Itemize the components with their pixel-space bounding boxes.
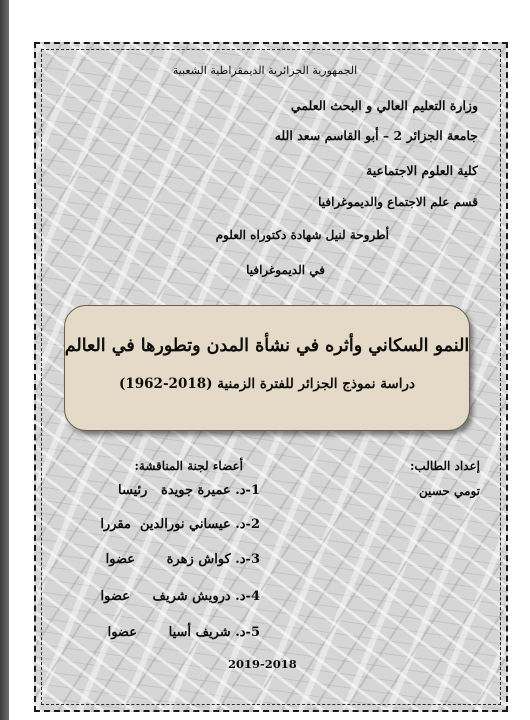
committee-label: أعضاء لجنة المناقشة: (134, 459, 243, 473)
committee-member: 1-د. عميرة جويدة رئيسا (118, 483, 260, 498)
thesis-field-line: في الديموغرافيا (246, 263, 325, 277)
committee-member: 2-د. عيساني نورالدين مقررا (100, 517, 260, 532)
student-name: تومي حسين (418, 484, 480, 498)
committee-member: 5-د. شريف أسيا عضوا (107, 625, 260, 640)
faculty-line: كلية العلوم الاجتماعية (366, 163, 478, 178)
thesis-title: النمو السكاني وأثره في نشأة المدن وتطورها في العالم (64, 336, 470, 356)
committee-member: 3-د. كواش زهرة عضوا (105, 552, 260, 567)
ministry-line: وزارة التعليم العالي و البحث العلمي (290, 98, 478, 113)
left-page-edge (0, 0, 9, 720)
student-label: إعداد الطالب: (409, 459, 480, 473)
republic-header: الجمهورية الجزائرية الديمقراطية الشعبية (172, 64, 358, 77)
academic-year: 2019-2018 (228, 657, 297, 671)
committee-member: 4-د. درويش شريف عضوا (100, 589, 260, 604)
department-line: قسم علم الاجتماع والديموغرافيا (318, 195, 478, 209)
university-line: جامعة الجزائر 2 – أبو القاسم سعد الله (274, 128, 478, 143)
thesis-subtitle: دراسة نموذج الجزائر للفترة الزمنية (2018-1962) (118, 376, 416, 392)
title-box (64, 305, 470, 431)
thesis-degree-line: أطروحة لنيل شهادة دكتوراه العلوم (215, 228, 389, 242)
